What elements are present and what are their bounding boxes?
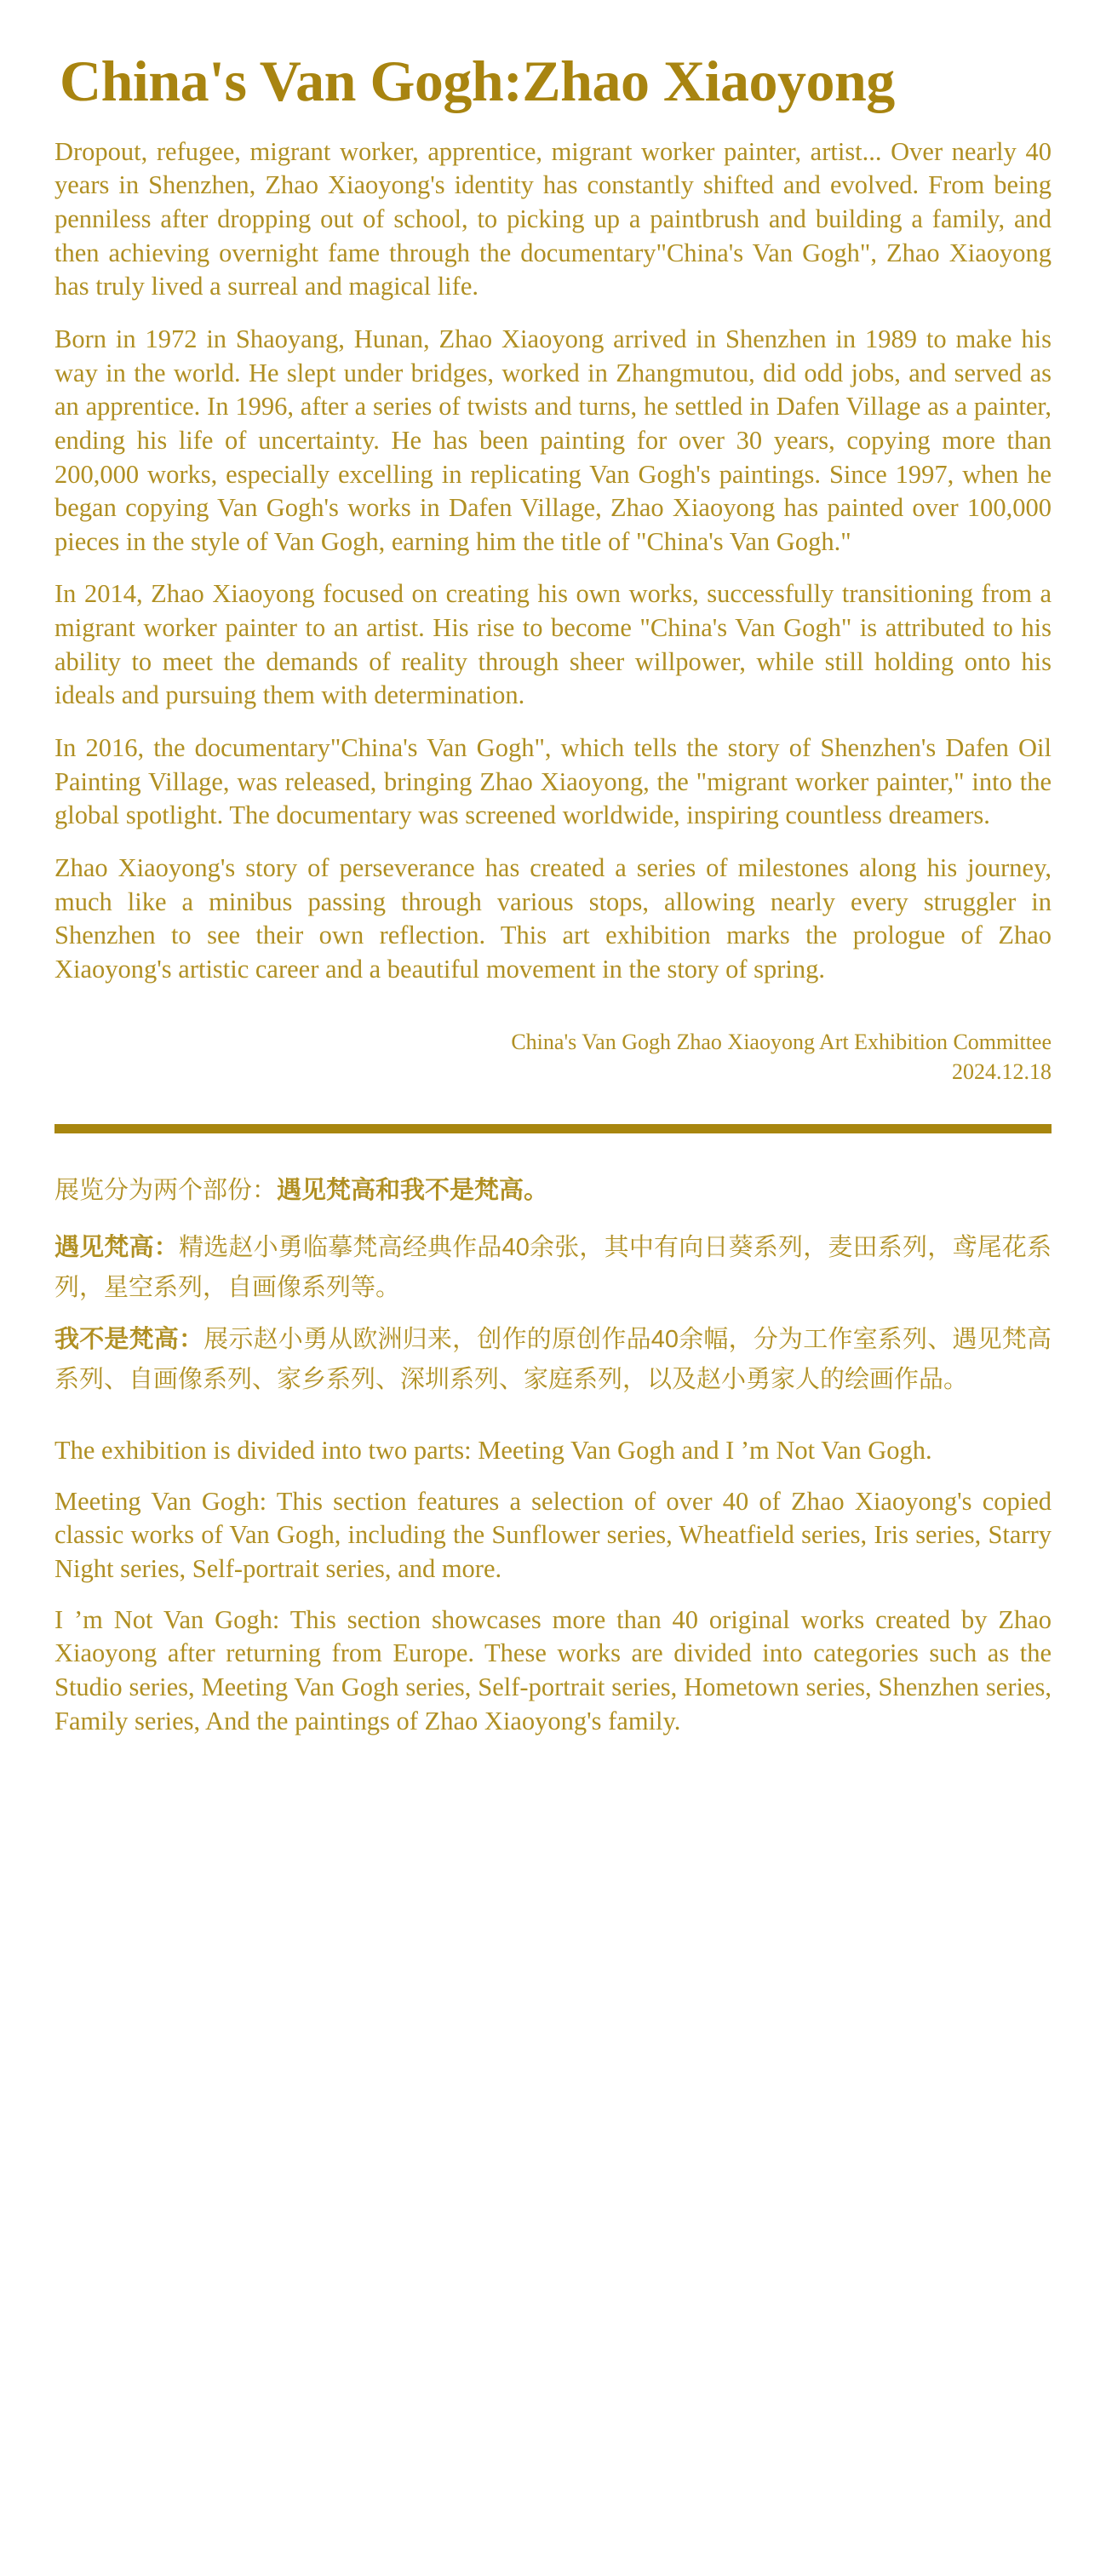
english-paragraph-1: The exhibition is divided into two parts: Meeting Van Gogh and I ’m Not Van Gogh. [54,1436,932,1466]
intro-paragraph-1: Dropout, refugee, migrant worker, apprentice, migrant worker painter, artist... Over nearly 40 years in Shenzhen, Zhao Xiaoyong's identity has constantly shifted and evolved. From being penniless after dropping out of school, to picking up a paintbrush and building a family, and then achieving overnight fame through the documentary"China's Van Gogh", Zhao Xiaoyong has truly lived a surreal and magical life. [54,136,1052,301]
english-paragraph-3: I ’m Not Van Gogh: This section showcases more than 40 original works created by Zhao Xiaoyong after returning from Europe. These works are divided into categories such as the Studio series, Meeting Van Gogh series, Self-portrait series, Hometown series, Shenzhen series, Family series, And the paintings of Zhao Xiaoyong's family. [54,1604,1052,1736]
chinese-intro-line [54,1171,1052,1211]
chinese-intro-bold: 遇见梵高和我不是梵高。 [277,1177,549,1205]
section-spacer [54,1412,1052,1434]
intro-paragraph-5: Zhao Xiaoyong's story of perseverance has created a series of milestones along his journey, much like a minibus passing through various stops, allowing nearly every struggler in Shenzhen to see their own reflection. This art exhibition marks the prologue of Zhao Xiaoyong's artistic career and a beautiful movement in the story of spring. [54,852,1052,984]
intro-paragraph-2: Born in 1972 in Shaoyang, Hunan, Zhao Xiaoyong arrived in Shenzhen in 1989 to make his way in the world. He slept under bridges, worked in Zhangmutou, did odd jobs, and served as an apprentice. In 1996, after a series of twists and turns, he settled in Dafen Village as a painter, ending his life of uncertainty. He has been painting for over 30 years, copying more than 200,000 works, especially excelling in replicating Van Gogh's paintings. Since 1997, when he began copying Van Gogh's works in Dafen Village, Zhao Xiaoyong has painted over 100,000 pieces in the style of Van Gogh, earning him the title of "China's Van Gogh." [54,324,1052,556]
signature-committee: China's Van Gogh Zhao Xiaoyong Art Exhibition Committee [511,1029,1052,1054]
chinese-part1 [54,1228,1052,1308]
chinese-part2-label: 我不是梵高： [54,1326,204,1354]
chinese-section [54,1171,1052,1400]
chinese-part2 [54,1320,1052,1400]
page-title: China's Van Gogh:Zhao Xiaoyong [60,49,895,113]
english-section [54,1434,1052,1738]
english-paragraph-2: Meeting Van Gogh: This section features a selection of over 40 of Zhao Xiaoyong's copied classic works of Van Gogh, including the Sunflower series, Wheatfield series, Iris series, Starry Night series, Self-portrait series, and more. [54,1486,1052,1583]
chinese-part2-text: 展示赵小勇从欧洲归来，创作的原创作品40余幅，分为工作室系列、遇见梵高系列、自画像系列、家乡系列、深圳系列、家庭系列，以及赵小勇家人的绘画作品。 [54,1326,1052,1394]
signature-date: 2024.12.18 [952,1059,1052,1085]
section-divider [54,1124,1052,1133]
chinese-intro-prefix: 展览分为两个部份： [54,1177,278,1205]
chinese-part1-label: 遇见梵高： [54,1234,179,1262]
intro-paragraph-4: In 2016, the documentary"China's Van Gogh", which tells the story of Shenzhen's Dafen Oil Painting Village, was released, bringing Zhao Xiaoyong, the "migrant worker painter," into the global spotlight. The documentary was screened worldwide, inspiring countless dreamers. [54,733,1052,830]
intro-paragraph-3: In 2014, Zhao Xiaoyong focused on creating his own works, successfully transitioning from a migrant worker painter to an artist. His rise to become "China's Van Gogh" is attributed to his ability to meet the demands of reality through sheer willpower, while still holding onto his ideals and pursuing them with determination. [54,579,1052,710]
chinese-part1-text: 精选赵小勇临摹梵高经典作品40余张，其中有向日葵系列，麦田系列，鸢尾花系列，星空系列，自画像系列等。 [54,1234,1052,1302]
